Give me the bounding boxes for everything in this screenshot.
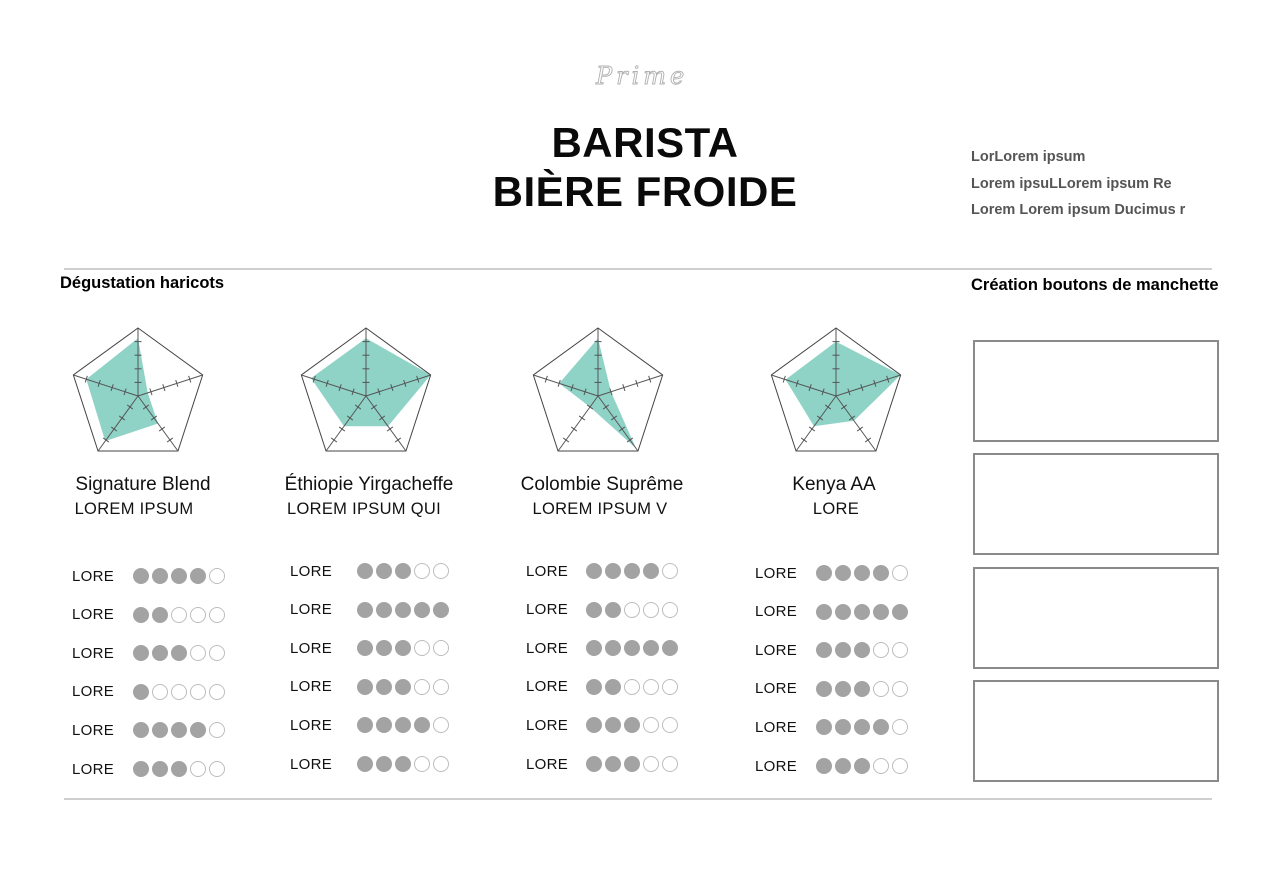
- rating-label: LORE: [290, 639, 333, 657]
- rating-dot-filled: [835, 565, 851, 581]
- rating-dot-filled: [357, 756, 373, 772]
- rating-dot-filled: [854, 758, 870, 774]
- radar-chart: [528, 322, 668, 460]
- cufflink-design-box[interactable]: [973, 340, 1219, 442]
- cufflink-design-box[interactable]: [973, 453, 1219, 555]
- rating-dot-filled: [605, 679, 621, 695]
- rating-row: [755, 563, 908, 583]
- rating-dots: [816, 681, 908, 697]
- rating-dot-filled: [414, 717, 430, 733]
- rating-row: [526, 754, 678, 774]
- rating-dot-filled: [873, 565, 889, 581]
- rating-dot-filled: [854, 719, 870, 735]
- rating-dots: [586, 717, 678, 733]
- rating-dot-filled: [357, 563, 373, 579]
- rating-row: [72, 566, 225, 586]
- rating-dots: [133, 645, 225, 661]
- rating-row: [526, 677, 678, 697]
- radar-tick: [857, 427, 863, 431]
- rating-dot-filled: [152, 568, 168, 584]
- rating-dots: [133, 607, 225, 623]
- page-title: [445, 118, 845, 216]
- rating-dot-filled: [152, 607, 168, 623]
- rating-dot-filled: [395, 717, 411, 733]
- rating-dot-empty: [209, 684, 225, 700]
- rating-row: [526, 715, 678, 735]
- rating-dot-filled: [171, 645, 187, 661]
- rating-dot-filled: [171, 722, 187, 738]
- rating-dots: [816, 604, 908, 620]
- radar-tick: [167, 438, 173, 442]
- radar-tick: [801, 438, 807, 442]
- rating-dot-empty: [643, 679, 659, 695]
- rating-dots: [816, 758, 908, 774]
- radar-chart: [68, 322, 208, 460]
- rating-dot-filled: [357, 602, 373, 618]
- rating-label: LORE: [755, 603, 798, 621]
- radar-shape: [86, 338, 158, 441]
- rating-row: [72, 720, 225, 740]
- rating-row: [526, 561, 678, 581]
- radar-shape: [786, 342, 901, 427]
- rating-dot-filled: [586, 640, 602, 656]
- rating-dot-filled: [816, 604, 832, 620]
- rating-label: LORE: [290, 755, 333, 773]
- rating-dot-empty: [662, 756, 678, 772]
- rating-dot-empty: [190, 684, 206, 700]
- radar-tick: [395, 438, 401, 442]
- rating-dot-empty: [209, 568, 225, 584]
- rating-dot-filled: [643, 563, 659, 579]
- rating-dot-filled: [624, 640, 640, 656]
- rating-dot-empty: [433, 679, 449, 695]
- rating-dot-filled: [605, 717, 621, 733]
- rating-dot-filled: [854, 565, 870, 581]
- rating-dots: [586, 679, 678, 695]
- rating-dot-filled: [643, 640, 659, 656]
- rating-row: [72, 759, 225, 779]
- rating-dot-filled: [376, 602, 392, 618]
- rating-label: LORE: [72, 760, 115, 778]
- rating-dots: [586, 756, 678, 772]
- rating-dot-filled: [816, 565, 832, 581]
- rating-dot-filled: [892, 604, 908, 620]
- rating-label: LORE: [526, 562, 569, 580]
- rating-dot-filled: [376, 756, 392, 772]
- rating-dot-filled: [395, 679, 411, 695]
- bean-subtitle: LOREM IPSUM V: [532, 500, 668, 518]
- rating-dots: [816, 642, 908, 658]
- rating-row: [72, 643, 225, 663]
- rating-dot-filled: [376, 563, 392, 579]
- rating-dots: [586, 563, 678, 579]
- rating-dot-filled: [395, 602, 411, 618]
- rating-label: LORE: [290, 678, 333, 696]
- rating-dot-empty: [190, 607, 206, 623]
- rating-row: [290, 638, 449, 658]
- radar-spoke: [138, 375, 203, 396]
- radar-tick: [571, 427, 577, 431]
- radar-tick: [865, 438, 871, 442]
- rating-dot-filled: [357, 679, 373, 695]
- rating-row: [290, 715, 449, 735]
- rating-dot-filled: [133, 684, 149, 700]
- rating-label: LORE: [526, 601, 569, 619]
- rating-row: [755, 756, 908, 776]
- rating-dots: [357, 640, 449, 656]
- rating-row: [755, 717, 908, 737]
- bean-subtitle: LOREM IPSUM QUI: [287, 500, 441, 518]
- rating-label: LORE: [755, 757, 798, 775]
- rating-row: [290, 677, 449, 697]
- rating-dot-filled: [414, 602, 430, 618]
- info-line: LorLorem ipsum: [971, 149, 1086, 165]
- rating-label: LORE: [290, 716, 333, 734]
- rating-dot-filled: [133, 761, 149, 777]
- rating-label: LORE: [526, 716, 569, 734]
- rating-dot-filled: [152, 722, 168, 738]
- rating-dot-filled: [395, 640, 411, 656]
- rating-dot-empty: [190, 761, 206, 777]
- info-line: Lorem ipsuLLorem ipsum Re: [971, 175, 1172, 192]
- rating-dot-filled: [835, 642, 851, 658]
- rating-dot-filled: [662, 640, 678, 656]
- rating-dot-empty: [190, 645, 206, 661]
- rating-dot-empty: [209, 645, 225, 661]
- rating-dot-filled: [854, 642, 870, 658]
- rating-dot-filled: [816, 681, 832, 697]
- rating-dot-empty: [171, 684, 187, 700]
- info-block: [971, 148, 1231, 228]
- bean-name: Éthiopie Yirgacheffe: [284, 474, 454, 495]
- rating-row: [290, 561, 449, 581]
- radar-tick: [339, 427, 345, 431]
- rating-dots: [357, 602, 449, 618]
- radar-spoke: [558, 396, 598, 451]
- rating-dot-empty: [171, 607, 187, 623]
- rating-dot-empty: [414, 640, 430, 656]
- rating-label: LORE: [72, 683, 115, 701]
- bean-name: Kenya AA: [792, 474, 876, 495]
- rating-label: LORE: [72, 721, 115, 739]
- cuff-section-title: Création boutons de manchette: [971, 276, 1219, 294]
- radar-tick: [809, 427, 815, 431]
- rating-dot-filled: [605, 756, 621, 772]
- rating-dots: [357, 679, 449, 695]
- rating-dot-empty: [892, 758, 908, 774]
- rating-row: [290, 600, 449, 620]
- rating-dot-filled: [835, 604, 851, 620]
- title-line-1: BARISTA: [551, 119, 739, 166]
- rating-dots: [133, 568, 225, 584]
- rating-dot-filled: [357, 717, 373, 733]
- rating-dot-filled: [433, 602, 449, 618]
- rating-dot-empty: [662, 602, 678, 618]
- rating-dot-filled: [190, 568, 206, 584]
- rating-dot-filled: [357, 640, 373, 656]
- rating-dot-filled: [624, 756, 640, 772]
- rating-dots: [357, 717, 449, 733]
- rating-dot-filled: [624, 563, 640, 579]
- rating-dot-empty: [892, 565, 908, 581]
- rating-dot-empty: [643, 756, 659, 772]
- radar-tick: [387, 427, 393, 431]
- cufflink-design-box[interactable]: [973, 680, 1219, 782]
- rating-label: LORE: [290, 562, 333, 580]
- rating-dots: [133, 722, 225, 738]
- rating-dot-filled: [395, 563, 411, 579]
- rating-row: [72, 682, 225, 702]
- prime-logo: [590, 56, 700, 96]
- rating-dot-filled: [605, 640, 621, 656]
- rating-dot-filled: [376, 717, 392, 733]
- rating-dot-filled: [835, 681, 851, 697]
- rating-dot-filled: [190, 722, 206, 738]
- rating-label: LORE: [755, 564, 798, 582]
- bean-subtitle: LORE: [812, 500, 860, 518]
- top-divider: [64, 268, 1212, 270]
- rating-dot-filled: [133, 568, 149, 584]
- rating-dots: [586, 602, 678, 618]
- rating-dot-filled: [171, 761, 187, 777]
- cufflink-design-box[interactable]: [973, 567, 1219, 669]
- rating-dot-filled: [376, 640, 392, 656]
- rating-dot-filled: [873, 604, 889, 620]
- rating-dot-filled: [605, 563, 621, 579]
- rating-dot-empty: [892, 642, 908, 658]
- rating-dot-empty: [662, 563, 678, 579]
- rating-dots: [357, 563, 449, 579]
- radar-chart: [766, 322, 906, 460]
- rating-dot-filled: [835, 719, 851, 735]
- rating-dot-filled: [854, 604, 870, 620]
- radar-tick: [563, 438, 569, 442]
- radar-spoke: [598, 396, 638, 451]
- rating-dot-filled: [586, 563, 602, 579]
- rating-dot-empty: [152, 684, 168, 700]
- rating-dot-empty: [433, 717, 449, 733]
- rating-dot-filled: [586, 756, 602, 772]
- rating-dot-empty: [662, 679, 678, 695]
- rating-dot-filled: [873, 719, 889, 735]
- rating-dot-filled: [586, 602, 602, 618]
- rating-dots: [586, 640, 678, 656]
- rating-label: LORE: [72, 567, 115, 585]
- rating-row: [72, 605, 225, 625]
- rating-dot-empty: [873, 758, 889, 774]
- rating-dot-empty: [873, 681, 889, 697]
- rating-label: LORE: [755, 680, 798, 698]
- tasting-section-title: Dégustation haricots: [60, 274, 225, 292]
- rating-row: [755, 640, 908, 660]
- title-line-2: BIÈRE FROIDE: [492, 168, 798, 215]
- rating-dot-filled: [816, 642, 832, 658]
- rating-dot-empty: [892, 681, 908, 697]
- radar-tick: [579, 416, 585, 420]
- rating-dot-empty: [662, 717, 678, 733]
- rating-dot-empty: [414, 756, 430, 772]
- rating-label: LORE: [526, 755, 569, 773]
- rating-row: [755, 602, 908, 622]
- rating-dots: [133, 684, 225, 700]
- rating-dot-empty: [209, 722, 225, 738]
- rating-dot-filled: [586, 717, 602, 733]
- rating-dot-filled: [395, 756, 411, 772]
- info-line: Lorem Lorem ipsum Ducimus r: [971, 202, 1186, 218]
- rating-dot-empty: [209, 607, 225, 623]
- bean-subtitle: LOREM IPSUM: [74, 500, 194, 518]
- rating-dot-empty: [433, 640, 449, 656]
- rating-dot-filled: [171, 568, 187, 584]
- rating-dot-filled: [376, 679, 392, 695]
- rating-dot-filled: [816, 719, 832, 735]
- rating-dot-filled: [605, 602, 621, 618]
- rating-dot-empty: [892, 719, 908, 735]
- rating-label: LORE: [755, 641, 798, 659]
- bean-name: Colombie Suprême: [520, 474, 684, 495]
- rating-label: LORE: [72, 644, 115, 662]
- radar-shape: [311, 338, 431, 426]
- rating-dot-empty: [433, 563, 449, 579]
- rating-row: [526, 600, 678, 620]
- rating-row: [755, 679, 908, 699]
- rating-dot-empty: [643, 602, 659, 618]
- rating-dot-filled: [835, 758, 851, 774]
- rating-row: [526, 638, 678, 658]
- rating-label: LORE: [755, 718, 798, 736]
- rating-dot-filled: [586, 679, 602, 695]
- rating-dot-empty: [624, 602, 640, 618]
- rating-label: LORE: [290, 601, 333, 619]
- rating-dot-filled: [152, 645, 168, 661]
- rating-dot-empty: [414, 679, 430, 695]
- rating-dots: [816, 719, 908, 735]
- rating-dots: [357, 756, 449, 772]
- rating-label: LORE: [526, 678, 569, 696]
- rating-dot-empty: [414, 563, 430, 579]
- rating-dot-filled: [816, 758, 832, 774]
- bottom-divider: [64, 798, 1212, 800]
- rating-dot-empty: [624, 679, 640, 695]
- rating-dot-filled: [133, 645, 149, 661]
- rating-dot-filled: [624, 717, 640, 733]
- rating-dot-empty: [643, 717, 659, 733]
- rating-dot-filled: [133, 607, 149, 623]
- rating-dot-filled: [152, 761, 168, 777]
- rating-dot-empty: [209, 761, 225, 777]
- rating-dot-empty: [873, 642, 889, 658]
- rating-row: [290, 754, 449, 774]
- rating-dots: [133, 761, 225, 777]
- rating-label: LORE: [526, 639, 569, 657]
- bean-name: Signature Blend: [75, 474, 211, 495]
- rating-dots: [816, 565, 908, 581]
- rating-label: LORE: [72, 606, 115, 624]
- radar-tick: [159, 427, 165, 431]
- svg-text:Prime: Prime: [596, 62, 689, 90]
- rating-dot-empty: [433, 756, 449, 772]
- radar-tick: [331, 438, 337, 442]
- rating-dot-filled: [133, 722, 149, 738]
- rating-dot-filled: [854, 681, 870, 697]
- radar-chart: [296, 322, 436, 460]
